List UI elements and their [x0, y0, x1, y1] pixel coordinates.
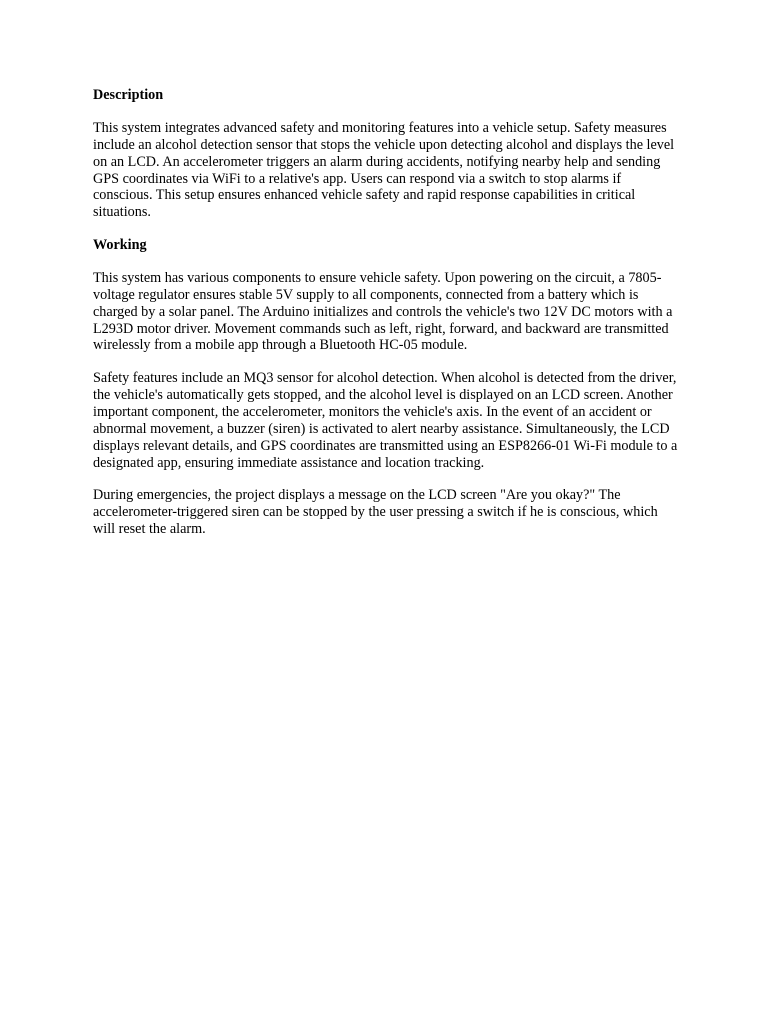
section-heading-working: Working — [93, 237, 147, 254]
section-heading-description: Description — [93, 87, 164, 103]
document-page — [93, 87, 683, 554]
description-paragraph: This system integrates advanced safety and monitoring features into a vehicle setup. Safety measures include an alcohol detection sensor that stops the vehicle upon detecting alcohol and displays the level on an LCD. An accelerometer triggers an alarm during accidents, notifying nearby help and sending GPS coordinates via WiFi to a relative's app. Users can respond via a switch to stop alarms if conscious. This setup ensures enhanced vehicle safety and rapid response capabilities in critical situations. — [93, 120, 675, 221]
working-paragraph-emergency: During emergencies, the project displays a message on the LCD screen "Are you okay?" The accelerometer-triggered siren can be stopped by the user pressing a switch if he is conscious, which will reset the alarm. — [93, 487, 658, 538]
working-paragraph-power: This system has various components to ensure vehicle safety. Upon powering on the circuit, a 7805-voltage regulator ensures stable 5V supply to all components, connected from a battery which is charged by a solar panel. The Arduino initializes and controls the vehicle's two 12V DC motors with a L293D motor driver. Movement commands such as left, right, forward, and backward are transmitted wirelessly from a mobile app through a Bluetooth HC-05 module. — [93, 270, 673, 354]
working-paragraph-safety: Safety features include an MQ3 sensor for alcohol detection. When alcohol is detected from the driver, the vehicle's automatically gets stopped, and the alcohol level is displayed on an LCD screen. Another important component, the accelerometer, monitors the vehicle's axis. In the event of an accident or abnormal movement, a buzzer (siren) is activated to alert nearby assistance. Simultaneously, the LCD displays relevant details, and GPS coordinates are transmitted using an ESP8266-01 Wi-Fi module to a designated app, ensuring immediate assistance and location tracking. — [93, 370, 678, 471]
